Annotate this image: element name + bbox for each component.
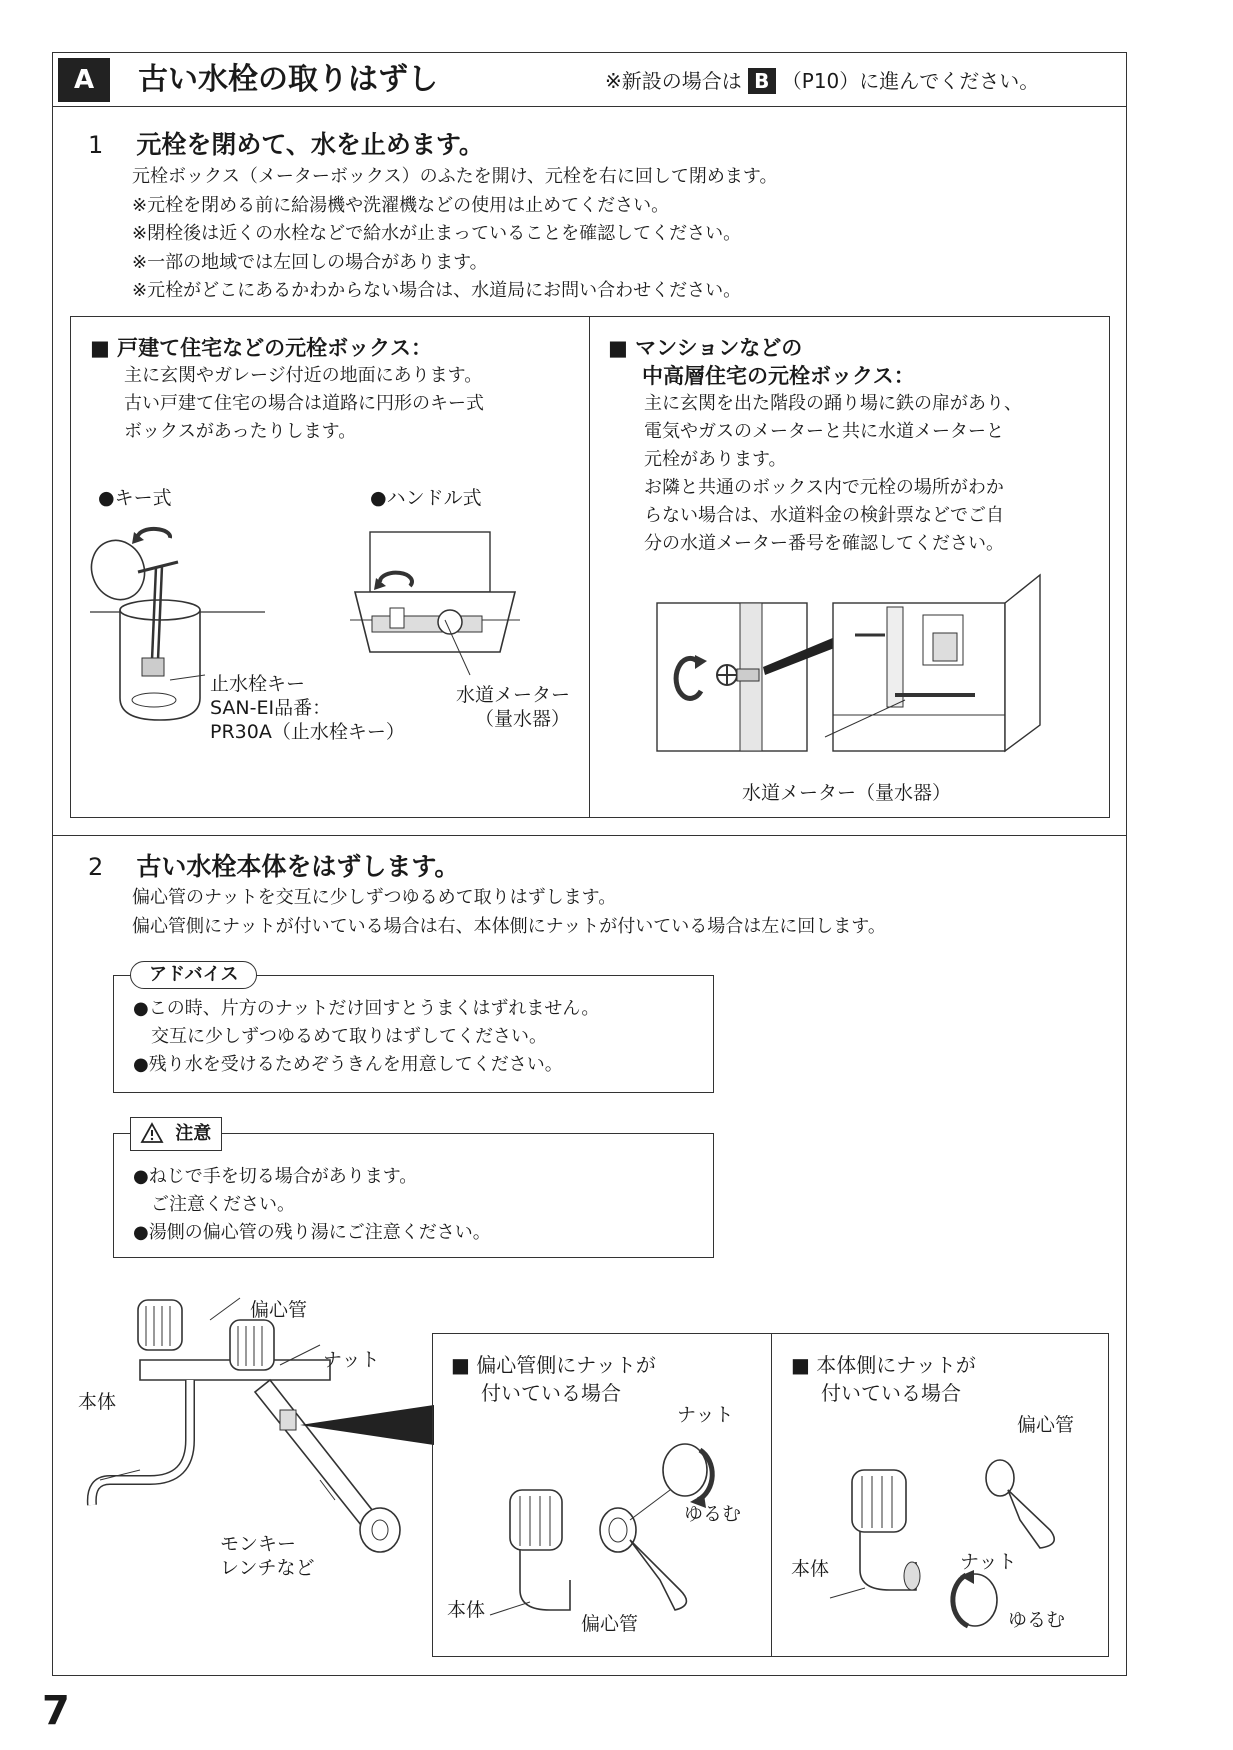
step2-line: 偏心管側にナットが付いている場合は右、本体側にナットが付いている場合は左に回します。: [132, 915, 886, 937]
step1-text: [132, 163, 777, 306]
note-prefix: ※新設の場合は: [605, 69, 742, 93]
meter-pointer: [440, 620, 480, 680]
section-badge: A: [58, 58, 110, 102]
step1-heading: [88, 125, 484, 161]
case2-eccentric: 偏心管: [1017, 1414, 1075, 1436]
case1-body: 本体: [447, 1599, 486, 1621]
mansion-box-line: お隣と共通のボックス内で元栓の場所がわか: [644, 477, 1004, 498]
wrench-line: モンキー: [220, 1533, 297, 1555]
key-label-line: SAN-EI品番：: [210, 697, 332, 719]
caution-tab: [130, 1117, 222, 1151]
caution-text: [133, 1163, 491, 1247]
step1-line: ※元栓を閉める前に給湯機や洗濯機などの使用は止めてください。: [132, 194, 670, 216]
case1-heading-line: 付いている場合: [481, 1381, 621, 1405]
mansion-box-heading: 中高層住宅の元栓ボックス：: [642, 364, 915, 388]
caution-tab-label: 注意: [175, 1123, 212, 1144]
house-box-line: 主に玄関やガレージ付近の地面にあります。: [124, 365, 483, 386]
mansion-box-line: 元栓があります。: [644, 449, 787, 470]
mansion-meter-label: 水道メーター（量水器）: [742, 782, 952, 804]
advice-line: ●残り水を受けるためぞうきんを用意してください。: [133, 1054, 563, 1075]
case2-heading: [791, 1351, 976, 1407]
advice-line: 交互に少しずつゆるめて取りはずしてください。: [133, 1026, 547, 1047]
case2-loosen: ゆるむ: [1008, 1609, 1066, 1631]
key-type-label: ●キー式: [98, 487, 172, 509]
zoom-wedge: [300, 1395, 440, 1455]
note-suffix: （P10）に進んでください。: [781, 69, 1040, 93]
case1-heading: [451, 1351, 656, 1407]
label-nut: ナット: [323, 1349, 380, 1371]
step1-line: ※一部の地域では左回しの場合があります。: [132, 251, 488, 273]
step2-text: [132, 884, 886, 941]
step2-title: 古い水栓本体をはずします。: [136, 852, 460, 881]
case1-nut: ナット: [677, 1404, 734, 1426]
case2-heading-line: ■ 本体側にナットが: [791, 1353, 976, 1377]
case1-heading-line: ■ 偏心管側にナットが: [451, 1353, 656, 1377]
mansion-illustration: [655, 575, 1055, 755]
step2-heading: [88, 847, 459, 883]
case2-heading-line: 付いている場合: [821, 1381, 961, 1405]
page-title: 古い水栓の取りはずし: [138, 62, 438, 97]
key-label-line: 止水栓キー: [210, 673, 306, 695]
mansion-box-line: 電気やガスのメーターと共に水道メーターと: [644, 421, 1004, 442]
mansion-box-line: らない場合は、水道料金の検針票などでご自: [644, 505, 1004, 526]
step1-line: ※閉栓後は近くの水栓などで給水が止まっていることを確認してください。: [132, 223, 742, 244]
case2-body: 本体: [791, 1558, 830, 1580]
meter-label-line: 水道メーター: [456, 684, 571, 706]
house-box-line: 古い戸建て住宅の場合は道路に円形のキー式: [124, 393, 484, 414]
meter-label: [433, 683, 570, 731]
case2-nut: ナット: [960, 1551, 1017, 1573]
caution-line: ●ねじで手を切る場合があります。: [133, 1166, 418, 1187]
note-badge: B: [748, 68, 776, 94]
handle-type-illustration: [350, 530, 520, 670]
wrench-line: レンチなど: [220, 1557, 315, 1579]
advice-tab: アドバイス: [130, 961, 257, 989]
key-label: [210, 672, 405, 744]
mansion-box-heading: ■ マンションなどの: [608, 336, 803, 360]
house-box-content: [90, 334, 484, 446]
page-number: 7: [42, 1688, 70, 1734]
step1-title: 元栓を閉めて、水を止めます。: [136, 130, 484, 159]
step1-line: ※元栓がどこにあるかわからない場合は、水道局にお問い合わせください。: [132, 280, 742, 301]
label-body: 本体: [78, 1391, 117, 1413]
step2-line: 偏心管のナットを交互に少しずつゆるめて取りはずします。: [132, 887, 617, 908]
step1-line: 元栓ボックス（メーターボックス）のふたを開け、元栓を右に回して閉めます。: [132, 166, 778, 187]
case1-loosen: ゆるむ: [684, 1503, 742, 1525]
house-box-line: ボックスがあったりします。: [124, 421, 357, 442]
label-wrench: [220, 1532, 315, 1580]
caution-line: ご注意ください。: [133, 1194, 295, 1215]
label-eccentric: 偏心管: [250, 1299, 308, 1321]
mansion-box-content: [608, 334, 1022, 558]
header-note: [605, 66, 1039, 96]
step2-number: 2: [88, 853, 104, 881]
section-divider: [52, 835, 1127, 836]
key-label-line: PR30A（止水栓キー）: [210, 721, 405, 743]
case1-illustration: [450, 1430, 770, 1640]
warning-icon: [141, 1123, 163, 1143]
mansion-box-line: 分の水道メーター番号を確認してください。: [644, 533, 1004, 554]
header-divider: [52, 106, 1127, 107]
meter-label-line: （量水器）: [475, 708, 571, 730]
caution-line: ●湯側の偏心管の残り湯にご注意ください。: [133, 1222, 491, 1243]
advice-line: ●この時、片方のナットだけ回すとうまくはずれません。: [133, 998, 600, 1019]
step1-number: 1: [88, 131, 104, 159]
house-box-heading: ■ 戸建て住宅などの元栓ボックス：: [90, 336, 432, 360]
handle-type-label: ●ハンドル式: [370, 487, 482, 509]
mansion-box-line: 主に玄関を出た階段の踊り場に鉄の扉があり、: [644, 393, 1022, 414]
advice-text: [133, 995, 599, 1079]
case1-eccentric: 偏心管: [581, 1613, 639, 1635]
